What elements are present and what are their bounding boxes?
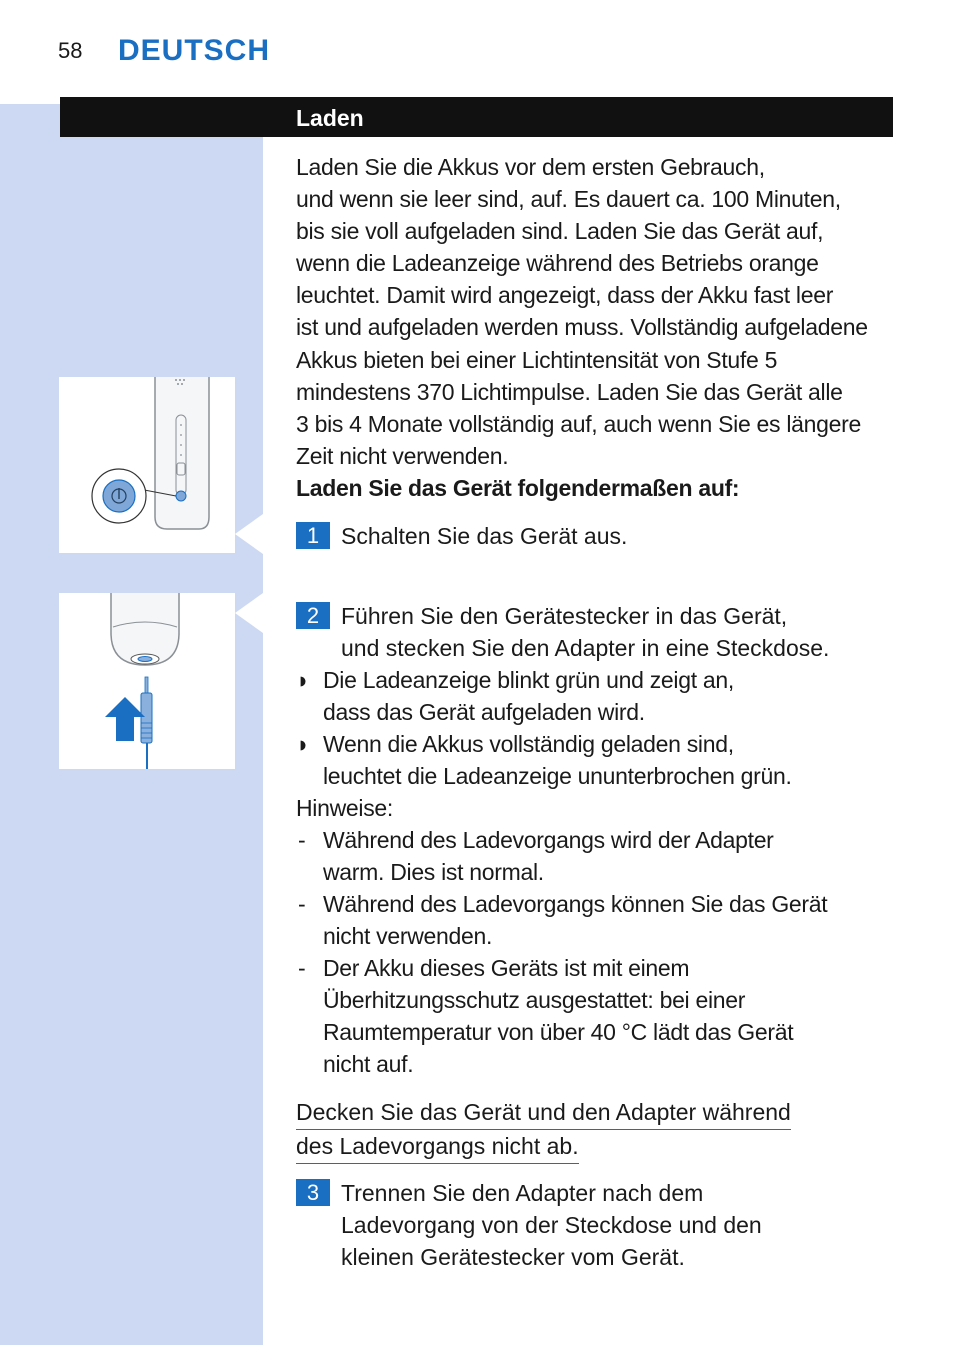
step-number-badge: 3 <box>296 1179 330 1206</box>
power-button-icon <box>59 377 235 553</box>
bullet-text: dass das Gerät aufgeladen wird. <box>323 699 645 725</box>
step-2 <box>296 600 829 664</box>
instructions-heading: Laden Sie das Gerät folgendermaßen auf: <box>296 474 740 501</box>
result-bullet <box>296 728 827 792</box>
language-title: DEUTSCH <box>118 34 271 67</box>
intro-line: mindestens 370 Lichtimpulse. Laden Sie das Gerät alle <box>296 378 843 405</box>
step-number-badge: 2 <box>296 602 330 629</box>
note-text: nicht verwenden. <box>323 923 493 949</box>
note-text: warm. Dies ist normal. <box>323 859 544 885</box>
intro-paragraph <box>296 151 868 504</box>
intro-line: wenn die Ladeanzeige während des Betriebs orange <box>296 250 819 277</box>
step-text: Trennen Sie den Adapter nach dem <box>341 1180 704 1206</box>
warning-line: des Ladevorgangs nicht ab. <box>296 1130 579 1164</box>
figure-pointer-2 <box>235 593 263 633</box>
step-3 <box>296 1177 762 1273</box>
intro-line: und wenn sie leer sind, auf. Es dauert ca. 100 Minuten, <box>296 186 841 213</box>
note-text: Während des Ladevorgangs wird der Adapter <box>323 827 774 853</box>
intro-line: bis sie voll aufgeladen sind. Laden Sie das Gerät auf, <box>296 218 824 245</box>
bullet-text: Die Ladeanzeige blinkt grün und zeigt an, <box>323 667 734 693</box>
step-text: Führen Sie den Gerätestecker in das Gerät, <box>341 603 788 629</box>
warning-text <box>296 1096 791 1164</box>
page-number: 58 <box>58 38 83 63</box>
intro-line: ist und aufgeladen werden muss. Vollständig aufgeladene <box>296 314 868 341</box>
note-text: Der Akku dieses Geräts ist mit einem <box>323 955 690 981</box>
dash-marker: - <box>298 827 306 853</box>
figure-power-button <box>59 377 235 553</box>
step-1 <box>296 520 627 552</box>
figure-pointer-1 <box>235 514 263 554</box>
note-text: Überhitzungsschutz ausgestattet: bei einer <box>323 987 746 1013</box>
section-header-bar <box>60 97 893 137</box>
intro-line: leuchtet. Damit wird angezeigt, dass der Akku fast leer <box>296 282 834 309</box>
dash-marker: - <box>298 955 306 981</box>
note-item <box>296 888 827 952</box>
result-and-notes <box>296 664 827 1080</box>
step-text: Schalten Sie das Gerät aus. <box>341 523 628 549</box>
bullet-text: leuchtet die Ladeanzeige ununterbrochen grün. <box>323 763 792 789</box>
intro-line: 3 bis 4 Monate vollständig auf, auch wenn Sie es längere <box>296 410 861 437</box>
step-text: und stecken Sie den Adapter in eine Steckdose. <box>341 635 830 661</box>
bullet-marker-icon: ◗ <box>296 667 310 693</box>
note-text: Raumtemperatur von über 40 °C lädt das Gerät <box>323 1019 794 1045</box>
figure-charging-plug <box>59 593 235 769</box>
bullet-text: Wenn die Akkus vollständig geladen sind, <box>323 731 734 757</box>
charging-plug-icon <box>59 593 235 769</box>
step-number-badge: 1 <box>296 522 330 549</box>
note-text: Während des Ladevorgangs können Sie das Gerät <box>323 891 828 917</box>
note-text: nicht auf. <box>323 1051 414 1077</box>
note-item <box>296 952 827 1080</box>
step-text: Ladevorgang von der Steckdose und den <box>341 1212 762 1238</box>
intro-line: Zeit nicht verwenden. <box>296 442 509 469</box>
bullet-marker-icon: ◗ <box>296 731 310 757</box>
dash-marker: - <box>298 891 306 917</box>
section-title: Laden <box>296 105 364 131</box>
note-item <box>296 824 827 888</box>
notes-heading: Hinweise: <box>296 795 394 821</box>
step-text: kleinen Gerätestecker vom Gerät. <box>341 1244 685 1270</box>
intro-line: Laden Sie die Akkus vor dem ersten Gebrauch, <box>296 154 765 180</box>
intro-line: Akkus bieten bei einer Lichtintensität von Stufe 5 <box>296 346 778 373</box>
result-bullet <box>296 664 827 728</box>
warning-line: Decken Sie das Gerät und den Adapter während <box>296 1096 791 1130</box>
